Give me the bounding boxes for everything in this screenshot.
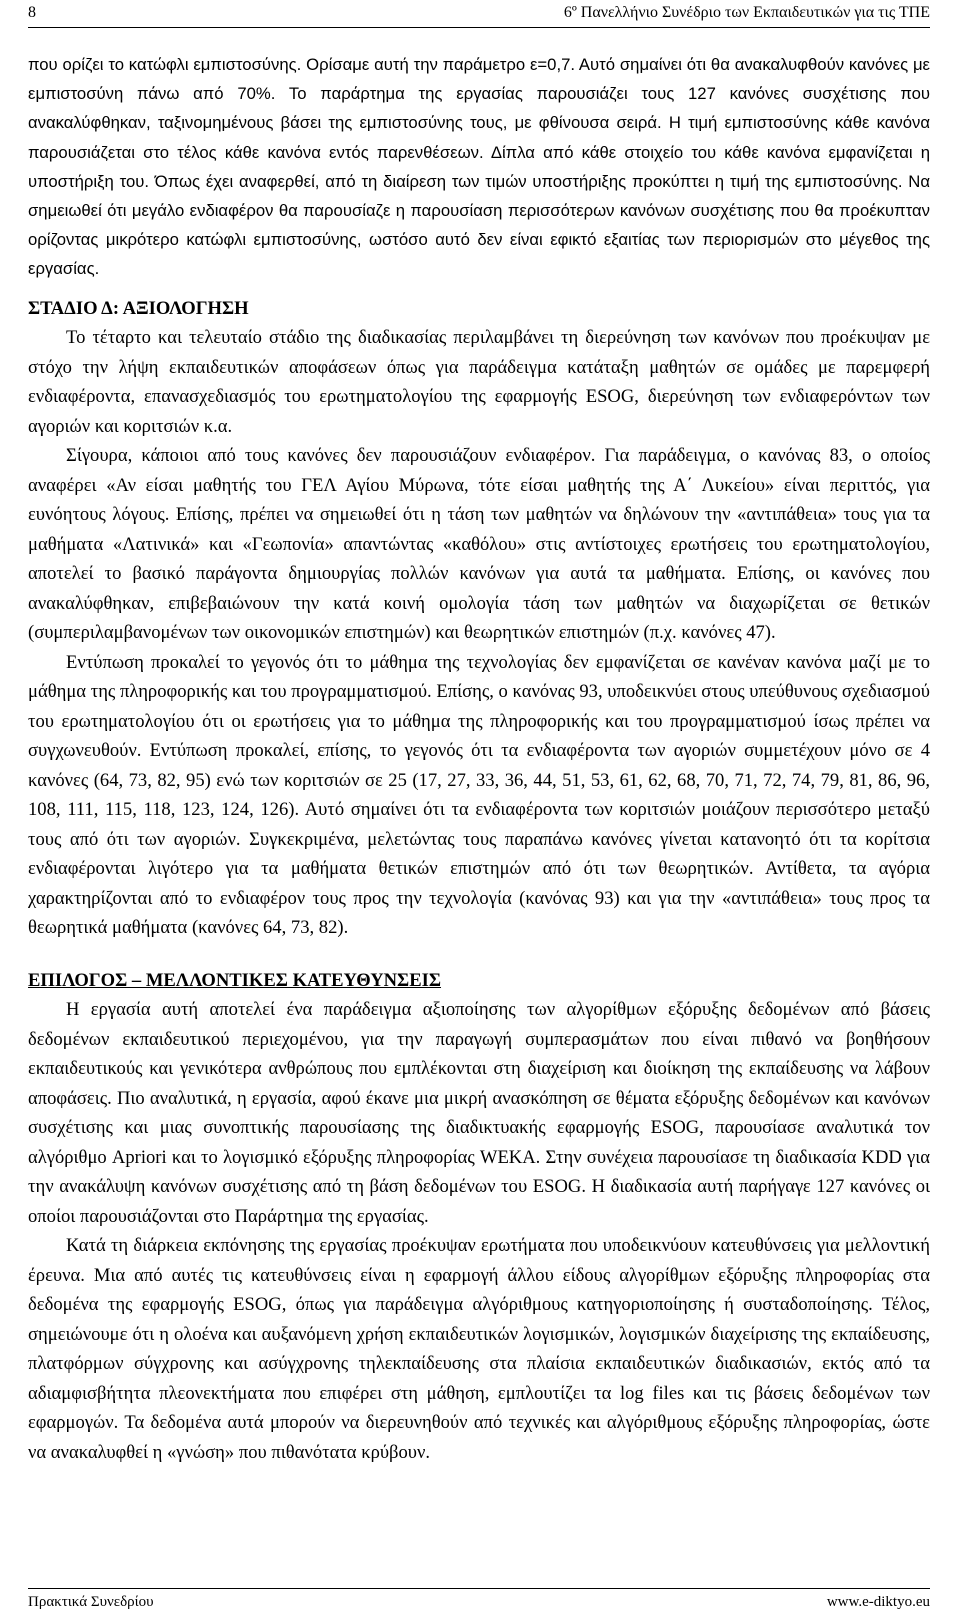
footer-website: www.e-diktyo.eu <box>826 1594 930 1610</box>
paragraph: Σίγουρα, κάποιοι από τους κανόνες δεν παρουσιάζουν ενδιαφέρον. Για παράδειγμα, ο κανόνας 83, ο οποίος αναφέρει «Αν είσαι μαθητής του ΓΕΛ Αγίου Μύρωνα, τότε είσαι μαθητής της Α΄ Λυκείου» είναι περιττός, για ευνόητους λόγους. Επίσης, πρέπει να σημειωθεί ότι η τάση των μαθητών να δηλώνουν την «αντιπάθεια» τους για τα μαθήματα «Λατινικά» και «Γεωπονία» απαντώντας «καθόλου» στις αντίστοιχες ερωτήσεις του ερωτηματολογίου, αποτελεί το βασικό παράγοντα δημιουργίας πολλών κανόνων για αυτά τα μαθήματα. Επίσης, οι κανόνες που ανακαλύφθηκαν, επιβεβαιώνουν την κατά κοινή ομολογία τάση των μαθητών να διαχωρίζεται σε θετικών (συμπεριλαμβανομένων των οικονομικών επιστημών) και θεωρητικών επιστημών (π.χ. κανόνες 47). <box>28 445 930 644</box>
running-title: 6º Πανελλήνιο Συνέδριο των Εκπαιδευτικών για τις ΤΠΕ <box>563 4 930 21</box>
page-header <box>28 0 930 28</box>
paragraph: Η εργασία αυτή αποτελεί ένα παράδειγμα αξιοποίησης των αλγορίθμων εξόρυξης δεδομένων από βάσεις δεδομένων εκπαιδευτικού περιεχομένου, για την παραγωγή συμπερασμάτων που είναι πιθανό να βοηθήσουν εκπαιδευτικούς και γενικότερα ανθρώπους που εμπλέκονται στη διαχείριση και διοίκηση της εκπαίδευσης να λάβουν αποφάσεις. Πιο αναλυτικά, η εργασία, αφού έκανε μια μικρή ανασκόπηση σε θέματα εξόρυξης δεδομένων και κανόνων συσχέτισης και μιας συνοπτικής παρουσίασης της διαδικτυακής εφαρμογής ESOG, παρουσίασε αναλυτικά τον αλγόριθμο Apriori και το λογισμικό εξόρυξης πληροφορίας WEKA. Στην συνέχεια παρουσίασε τη διαδικασία KDD για την ανακάλυψη κανόνων συσχέτισης από τη βάση δεδομένων του ESOG. Η διαδικασία αυτή παρήγαγε 127 κανόνες οι οποίοι παρουσιάζονται στο Παράρτημα της εργασίας. <box>28 999 930 1227</box>
page-footer <box>28 1592 930 1614</box>
header-rule <box>28 27 930 28</box>
intro-paragraph: που ορίζει το κατώφλι εμπιστοσύνης. Ορίσαμε αυτή την παράμετρο ε=0,7. Αυτό σημαίνει ότι θα ανακαλυφθούν κανόνες με εμπιστοσύνη πάνω από 70%. Το παράρτημα της εργασίας παρουσιάζει τους 127 κανόνες συσχέτισης που ανακαλύφθηκαν, ταξινομημένους βάσει της εμπιστοσύνης τους, με φθίνουσα σειρά. Η τιμή εμπιστοσύνης κάθε κανόνα παρουσιάζεται στο τέλος κάθε κανόνα εντός παρενθέσεων. Δίπλα από κάθε στοιχείο του κάθε κανόνα εμφανίζεται η υποστήριξη του. Όπως έχει αναφερθεί, από τη διαίρεση των τιμών υποστήριξης προκύπτει η τιμή της εμπιστοσύνης. Να σημειωθεί ότι μεγάλο ενδιαφέρον θα παρουσίαζε η παρουσίαση περισσότερων κανόνων συσχέτισης που θα προέκυπταν ορίζοντας μικρότερο κατώφλι εμπιστοσύνης, ωστόσο αυτό δεν είναι εφικτό εξαιτίας των περιορισμών στο μέγεθος της εργασίας. <box>28 55 930 279</box>
page-number: 8 <box>28 4 36 21</box>
footer-rule <box>28 1588 930 1589</box>
footer-proceedings: Πρακτικά Συνεδρίου <box>28 1594 154 1610</box>
page-body <box>28 50 930 1467</box>
paragraph: Εντύπωση προκαλεί το γεγονός ότι το μάθημα της τεχνολογίας δεν εμφανίζεται σε κανέναν κανόνα μαζί με το μάθημα της πληροφορικής και του προγραμματισμού. Επίσης, ο κανόνας 93, υποδεικνύει στους υπεύθυνους σχεδιασμού του ερωτηματολογίου ότι οι ερωτήσεις για το μάθημα της πληροφορικής και του προγραμματισμού ίσως πρέπει να συγχωνευθούν. Εντύπωση προκαλεί, επίσης, το γεγονός ότι τα ενδιαφέροντα των αγοριών συμμετέχουν μόνο σε 4 κανόνες (64, 73, 82, 95) ενώ των κοριτσιών σε 25 (17, 27, 33, 36, 44, 51, 53, 61, 62, 68, 70, 71, 72, 74, 79, 81, 86, 96, 108, 111, 115, 118, 123, 124, 126). Αυτό σημαίνει ότι τα ενδιαφέροντα των κοριτσιών μοιάζουν περισσότερο μεταξύ τους από ότι των αγοριών. Συγκεκριμένα, μελετώντας τους παραπάνω κανόνες γίνεται κατανοητό ότι τα κορίτσια ενδιαφέρονται λιγότερο για τα μαθήματα θετικών επιστημών από ότι των θεωρητικών. Αντίθετα, τα αγόρια χαρακτηρίζονται από το ενδιαφέρον τους προς την τεχνολογία (κανόνας 93) και για την «αντιπάθεια» τους προς τα θεωρητικά μαθήματα (κανόνες 64, 73, 82). <box>28 651 930 939</box>
paragraph: Κατά τη διάρκεια εκπόνησης της εργασίας προέκυψαν ερωτήματα που υποδεικνύουν κατευθύνσεις για μελλοντική έρευνα. Μια από αυτές τις κατευθύνσεις είναι η εφαρμογή άλλου είδους αλγορίθμων εξόρυξης πληροφορίας στα δεδομένα της εφαρμογής ESOG, όπως για παράδειγμα αλγόριθμους κατηγοριοποίησης ή συσταδοποίησης. Τέλος, σημειώνουμε ότι η ολοένα και αυξανόμενη χρήση εκπαιδευτικών λογισμικών, λογισμικών διαχείρισης της εκπαίδευσης, πλατφόρμων σύγχρονης και ασύγχρονης τηλεκπαίδευσης στα πλαίσια εκπαιδευτικών διαδικασιών, εκτός από τα αδιαμφισβήτητα πλεονεκτήματα που επιφέρει στη μάθηση, εμπλουτίζει τα log files και τις βάσεις δεδομένων των εφαρμογών. Τα δεδομένα αυτά μπορούν να διερευνηθούν από τεχνικές και αλγόριθμους εξόρυξης πληροφορίας, ώστε να ανακαλυφθεί η «γνώση» που πιθανότατα κρύβουν. <box>28 1235 930 1463</box>
section-heading-stage-d: ΣΤΑΔΙΟ Δ: ΑΞΙΟΛΟΓΗΣΗ <box>28 297 249 319</box>
section-heading-epilogue: ΕΠΙΛΟΓΟΣ – ΜΕΛΛΟΝΤΙΚΕΣ ΚΑΤΕΥΘΥΝΣΕΙΣ <box>28 969 442 991</box>
paragraph: Το τέταρτο και τελευταίο στάδιο της διαδικασίας περιλαμβάνει τη διερεύνηση των κανόνων που προέκυψαν με στόχο την λήψη εκπαιδευτικών αποφάσεων όπως για παράδειγμα κατάταξη μαθητών σε ομάδες με παρεμφερή ενδιαφέροντα, επανασχεδιασμός του ερωτηματολογίου της εφαρμογής ESOG, διερεύνηση των ενδιαφερόντων των αγοριών και κοριτσιών κ.α. <box>28 327 930 437</box>
